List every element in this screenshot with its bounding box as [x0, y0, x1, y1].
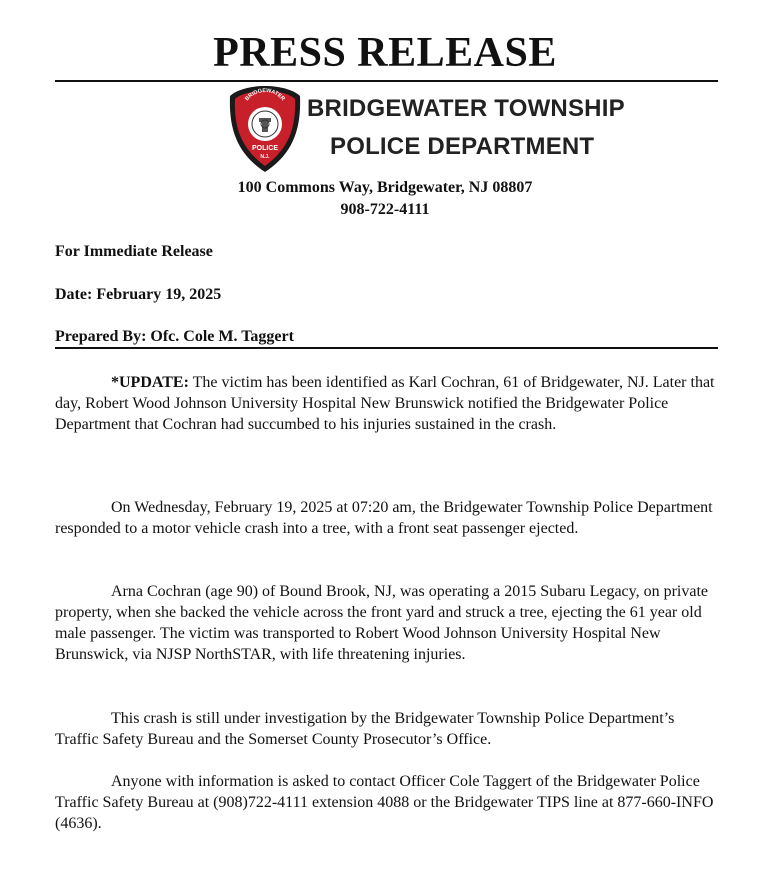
update-text: The victim has been identified as Karl Cochran, 61 of Bridgewater, NJ. Later that day, Robert Wood Johnson University Hospital New Brunswick notified the Bridgewater Police Department that Cochran had succumbed to his injuries sustained in the crash. — [55, 374, 715, 433]
header-divider — [55, 80, 718, 82]
badge-bottom-text: POLICE — [251, 145, 279, 152]
investigation-paragraph: This crash is still under investigation by the Bridgewater Township Police Department’s Traffic Safety Bureau and the Somerset County Prosecutor’s Office. — [55, 710, 675, 748]
department-address: 100 Commons Way, Bridgewater, NJ 08807 — [237, 179, 533, 196]
release-date: Date: February 19, 2025 — [55, 286, 222, 303]
incident-paragraph: On Wednesday, February 19, 2025 at 07:20 am, the Bridgewater Township Police Department responded to a motor vehicle crash into a tree, with a front seat passenger ejected. — [55, 499, 713, 537]
update-label: *UPDATE: — [111, 374, 189, 391]
department-name-line2: POLICE DEPARTMENT — [330, 133, 595, 160]
badge-state-text: N.J. — [260, 154, 270, 160]
release-type: For Immediate Release — [55, 243, 213, 260]
details-paragraph: Arna Cochran (age 90) of Bound Brook, NJ, was operating a 2015 Subaru Legacy, on private property, when she backed the vehicle across the front yard and struck a tree, ejecting the 61 year old male passenger. The victim was transported to Robert Wood Johnson University Hospital New Brunswick, via NJSP NorthSTAR, with life threatening injuries. — [55, 583, 709, 663]
prepared-by: Prepared By: Ofc. Cole M. Taggert — [55, 328, 294, 345]
update-paragraph — [55, 372, 718, 435]
page-title: PRESS RELEASE — [213, 30, 557, 76]
meta-divider — [55, 347, 718, 349]
police-badge-icon — [228, 84, 302, 174]
department-name-line1: BRIDGEWATER TOWNSHIP — [307, 95, 625, 122]
department-phone: 908-722-4111 — [340, 201, 430, 218]
contact-paragraph: Anyone with information is asked to contact Officer Cole Taggert of the Bridgewater Police Traffic Safety Bureau at (908)722-4111 extension 4088 or the Bridgewater TIPS line at 877-660-INFO (4636). — [55, 773, 714, 832]
badge-top-text: BRIDGEWATER — [244, 87, 286, 103]
